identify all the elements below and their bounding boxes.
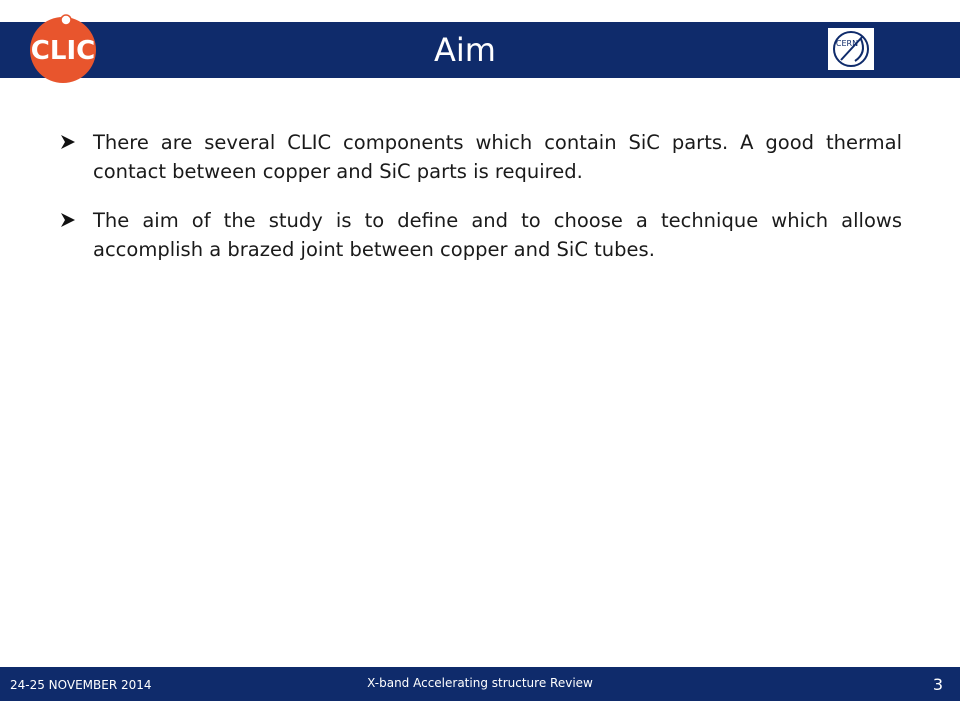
footer-event-title: X-band Accelerating structure Review	[367, 676, 593, 690]
bullet-item	[58, 128, 902, 186]
slide-title: Aim	[434, 31, 496, 69]
bullet-item	[58, 206, 902, 264]
bullet-text: The aim of the study is to define and to choose a technique which allows accomplish a brazed joint between copper and SiC tubes.	[93, 209, 902, 261]
arrow-bullet-icon	[58, 210, 78, 230]
footer-date: 24-25 NOVEMBER 2014	[10, 678, 152, 692]
arrow-bullet-icon	[58, 132, 78, 152]
page-number: 3	[932, 675, 943, 694]
svg-text:CERN: CERN	[835, 39, 859, 48]
svg-text:CLIC: CLIC	[30, 36, 96, 66]
content-area	[58, 128, 902, 284]
cern-logo	[827, 27, 875, 71]
bullet-text: There are several CLIC components which contain SiC parts. A good thermal contact between copper and SiC parts is required.	[93, 131, 902, 183]
